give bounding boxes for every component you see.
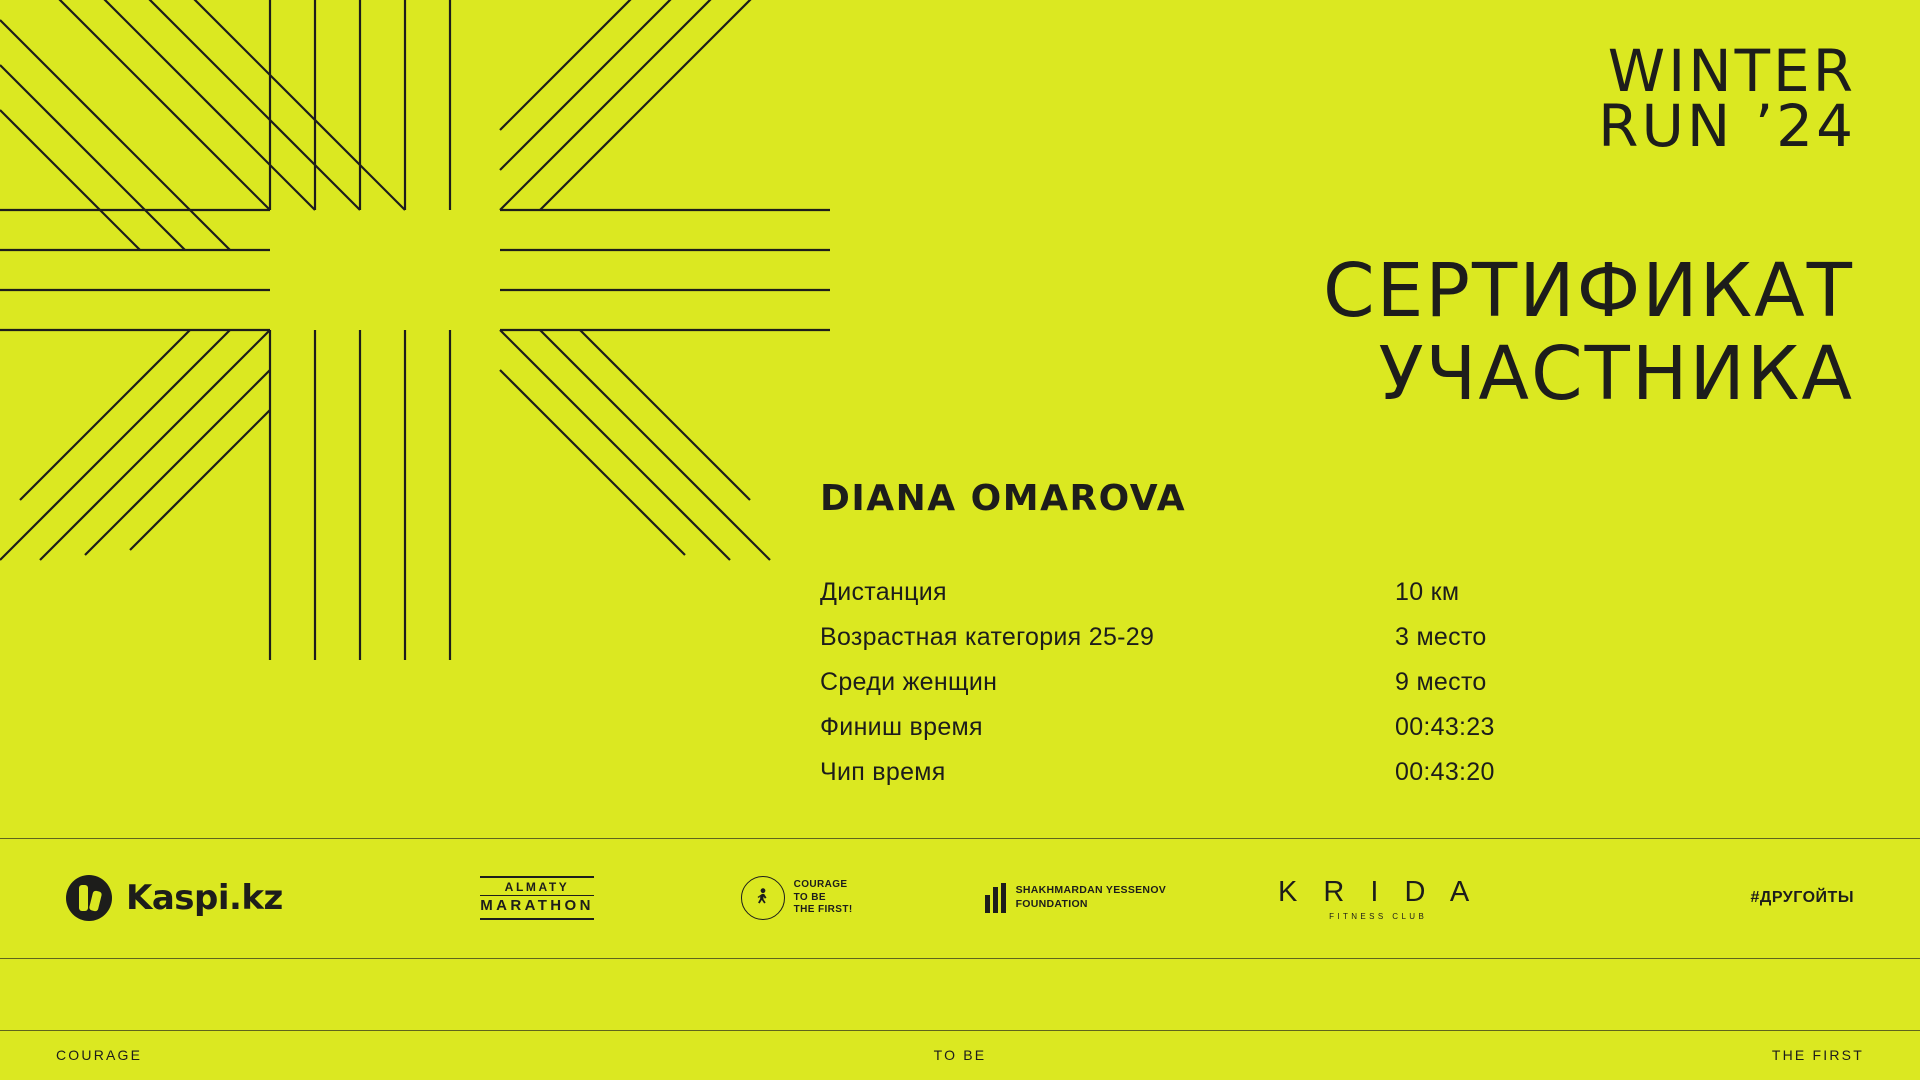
event-title-line1: WINTER [1607,37,1856,105]
participant-name: DIANA OMAROVA [820,478,1187,519]
sponsor-krida-line1: K R I D A [1278,875,1479,908]
result-value-chip-time: 00:43:20 [1395,758,1495,786]
result-label-distance: Дистанция [820,578,947,606]
sponsor-yessenov-words [1016,884,1167,911]
footer-left-text: COURAGE [56,1047,143,1063]
sponsor-courage-fund [662,838,931,958]
result-value-distance: 10 км [1395,578,1460,606]
result-label-age-category: Возрастная категория 25-29 [820,623,1155,651]
table-row [820,758,1600,787]
sponsor-yessenov-foundation [931,838,1219,958]
sponsor-courage-words [794,879,853,917]
footer-right-text: THE FIRST [1771,1047,1864,1063]
table-row [820,668,1600,697]
result-value-among-women: 9 место [1395,668,1487,696]
courage-runner-icon [741,876,785,920]
sponsor-drugoity [1537,838,1920,958]
page-footer [0,1030,1920,1080]
sponsor-krida-line2: FITNESS CLUB [1329,911,1428,921]
sponsor-kaspi [0,838,412,958]
sponsor-krida [1220,838,1537,958]
result-label-chip-time: Чип время [820,758,946,786]
sponsor-drugoity-label: #ДРУГОЙТЫ [1750,889,1854,906]
divider-middle [0,958,1920,959]
yessenov-bars-icon [985,883,1006,913]
page-title-line2: УЧАСТНИКА [1378,330,1854,417]
event-title [1598,37,1856,161]
results-table [820,578,1600,803]
sponsor-kaspi-label: Kaspi.kz [126,878,283,918]
table-row [820,713,1600,742]
result-label-among-women: Среди женщин [820,668,998,696]
sponsor-courage-line1: COURAGE [793,879,848,891]
sponsor-courage-line2: TO BE [793,891,826,903]
footer-center-text: TO BE [933,1047,987,1063]
table-row [820,623,1600,652]
page-title [1323,250,1854,416]
kaspi-logo-icon [66,875,112,921]
table-row [820,578,1600,607]
result-label-finish-time: Финиш время [820,713,983,741]
starburst-decoration [0,0,960,820]
sponsor-almaty-line2: MARATHON [480,897,594,915]
sponsor-yessenov-line1: SHAKHMARDAN YESSENOV [1015,884,1167,897]
sponsor-strip [0,838,1920,958]
sponsor-almaty-marathon [412,838,662,958]
result-value-age-category: 3 место [1395,623,1487,651]
result-value-finish-time: 00:43:23 [1395,713,1495,741]
page-title-line1: СЕРТИФИКАТ [1322,248,1854,334]
event-title-line2: RUN ’24 [1598,92,1856,161]
sponsor-courage-line3: THE FIRST! [793,904,853,916]
sponsor-almaty-line1: ALMATY [480,881,594,897]
sponsor-yessenov-line2: FOUNDATION [1015,898,1088,910]
